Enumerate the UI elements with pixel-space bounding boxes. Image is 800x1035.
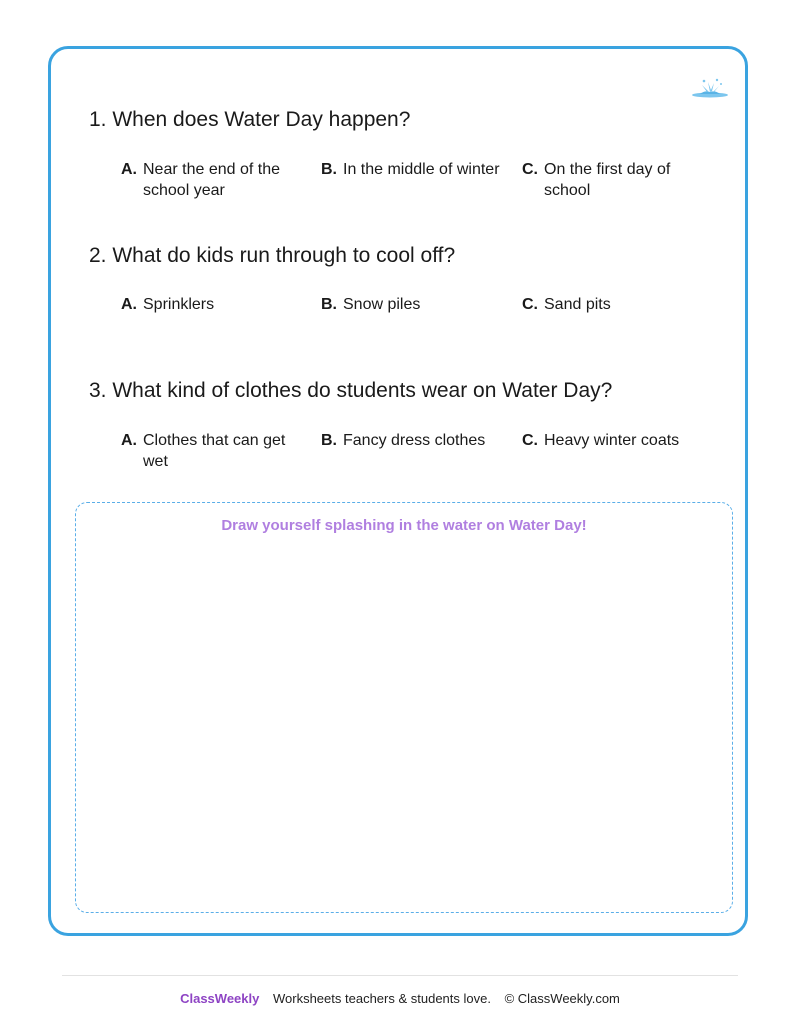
answer-text: Fancy dress clothes (343, 432, 486, 449)
footer-brand: ClassWeekly (180, 991, 260, 1006)
worksheet-card (48, 46, 748, 936)
water-splash-icon (691, 77, 729, 99)
answer-letter: C. (522, 296, 538, 313)
answer-text: Heavy winter coats (544, 432, 680, 449)
answer-text: Clothes that can get wet (143, 432, 286, 470)
answer-letter: A. (121, 432, 137, 449)
answer-1a[interactable] (121, 159, 306, 201)
footer (0, 991, 800, 1006)
answer-3c[interactable] (522, 430, 707, 451)
answer-text: Near the end of the school year (143, 161, 280, 199)
answer-text: Snow piles (343, 296, 421, 313)
footer-copyright: © ClassWeekly.com (504, 991, 620, 1006)
answer-text: Sand pits (544, 296, 611, 313)
answer-letter: A. (121, 296, 137, 313)
footer-divider (62, 975, 738, 976)
answer-letter: B. (321, 296, 337, 313)
answer-text: On the first day of school (544, 161, 671, 199)
drawing-area[interactable] (75, 502, 733, 913)
question-2: 2. What do kids run through to cool off? (89, 244, 456, 267)
answer-3b[interactable] (321, 430, 506, 451)
answer-2b[interactable] (321, 294, 506, 315)
answer-text: Sprinklers (143, 296, 215, 313)
answer-3a[interactable] (121, 430, 306, 472)
answer-2a[interactable] (121, 294, 306, 315)
answer-2c[interactable] (522, 294, 707, 315)
question-1: 1. When does Water Day happen? (89, 108, 411, 131)
answer-letter: A. (121, 161, 137, 178)
drawing-prompt: Draw yourself splashing in the water on Water Day! (221, 517, 587, 534)
answer-letter: C. (522, 432, 538, 449)
answer-1c[interactable] (522, 159, 707, 201)
answer-letter: C. (522, 161, 538, 178)
answer-letter: B. (321, 161, 337, 178)
answer-text: In the middle of winter (343, 161, 500, 178)
footer-tagline: Worksheets teachers & students love. (272, 991, 491, 1006)
question-3: 3. What kind of clothes do students wear on Water Day? (89, 379, 613, 402)
answer-1b[interactable] (321, 159, 506, 180)
answer-letter: B. (321, 432, 337, 449)
